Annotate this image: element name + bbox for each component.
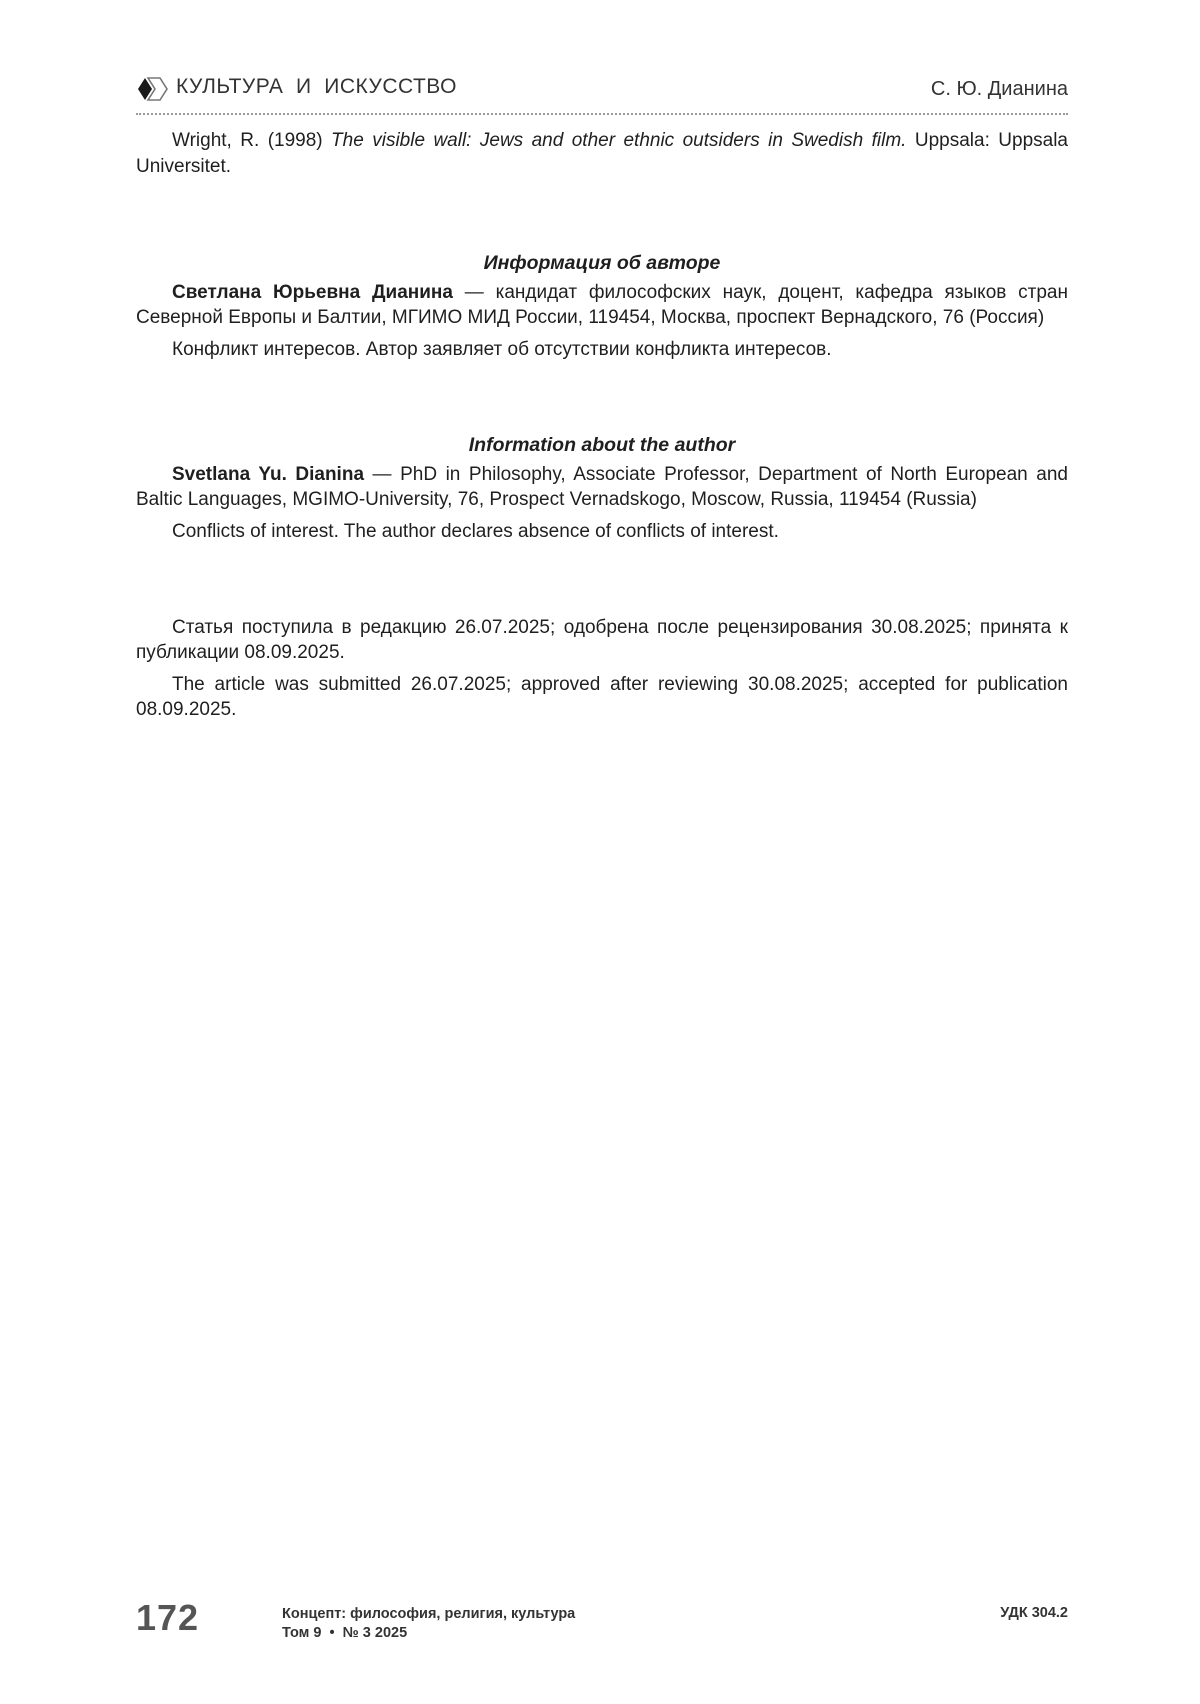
reference-title: The visible wall: Jews and other ethnic outsiders in Swedish film.: [331, 130, 907, 151]
journal-info: [282, 1605, 575, 1643]
running-author: С. Ю. Дианина: [930, 78, 1068, 100]
author-affiliation-ru: — кандидат философских наук, доцент, кафедра языков стран Северной Европы и Балтии, МГИМО МИД России, 119454, Москва, проспект Вернадского, 76 (Россия): [136, 282, 1068, 328]
reference-publisher: Uppsala: Uppsala Universitet.: [136, 130, 1068, 177]
reference-block: [136, 128, 1068, 180]
reference-author-year: Wright, R. (1998): [172, 130, 332, 151]
article-dates: [136, 615, 1068, 722]
section-diamond-icon: [136, 75, 168, 103]
conflict-statement-en: Conflicts of interest. The author declares absence of conflicts of interest.: [172, 521, 779, 542]
journal-issue: Том 9 • № 3 2025: [282, 1625, 408, 1641]
reference-entry: [136, 128, 1068, 180]
author-info-en: [136, 433, 1068, 544]
article-dates-ru: Статья поступила в редакцию 26.07.2025; одобрена после рецензирования 30.08.2025; принята к публикации 08.09.2025.: [136, 617, 1068, 663]
article-dates-en: The article was submitted 26.07.2025; approved after reviewing 30.08.2025; accepted for publication 08.09.2025.: [136, 674, 1068, 720]
page-number: 172: [136, 1597, 200, 1638]
journal-title: Концепт: философия, религия, культура: [282, 1606, 576, 1622]
author-description-en: [136, 462, 1068, 512]
udk-code: УДК 304.2: [1000, 1605, 1068, 1621]
author-description-ru: [136, 280, 1068, 330]
header-divider: [136, 113, 1068, 115]
conflict-statement-ru: Конфликт интересов. Автор заявляет об отсутствии конфликта интересов.: [172, 339, 832, 360]
author-info-ru: [136, 251, 1068, 362]
author-info-heading-en: Information about the author: [468, 434, 736, 456]
running-header: [136, 72, 1068, 116]
author-affiliation-en: — PhD in Philosophy, Associate Professor, Department of North European and Baltic Languages, MGIMO-University, 76, Prospect Vernadskogo, Moscow, Russia, 119454 (Russia): [136, 464, 1068, 510]
author-name-ru: Светлана Юрьевна Дианина: [172, 282, 453, 303]
author-name-en: Svetlana Yu. Dianina: [172, 464, 365, 485]
author-info-heading-ru: Информация об авторе: [483, 252, 721, 274]
section-title: КУЛЬТУРА И ИСКУССТВО: [176, 75, 457, 98]
